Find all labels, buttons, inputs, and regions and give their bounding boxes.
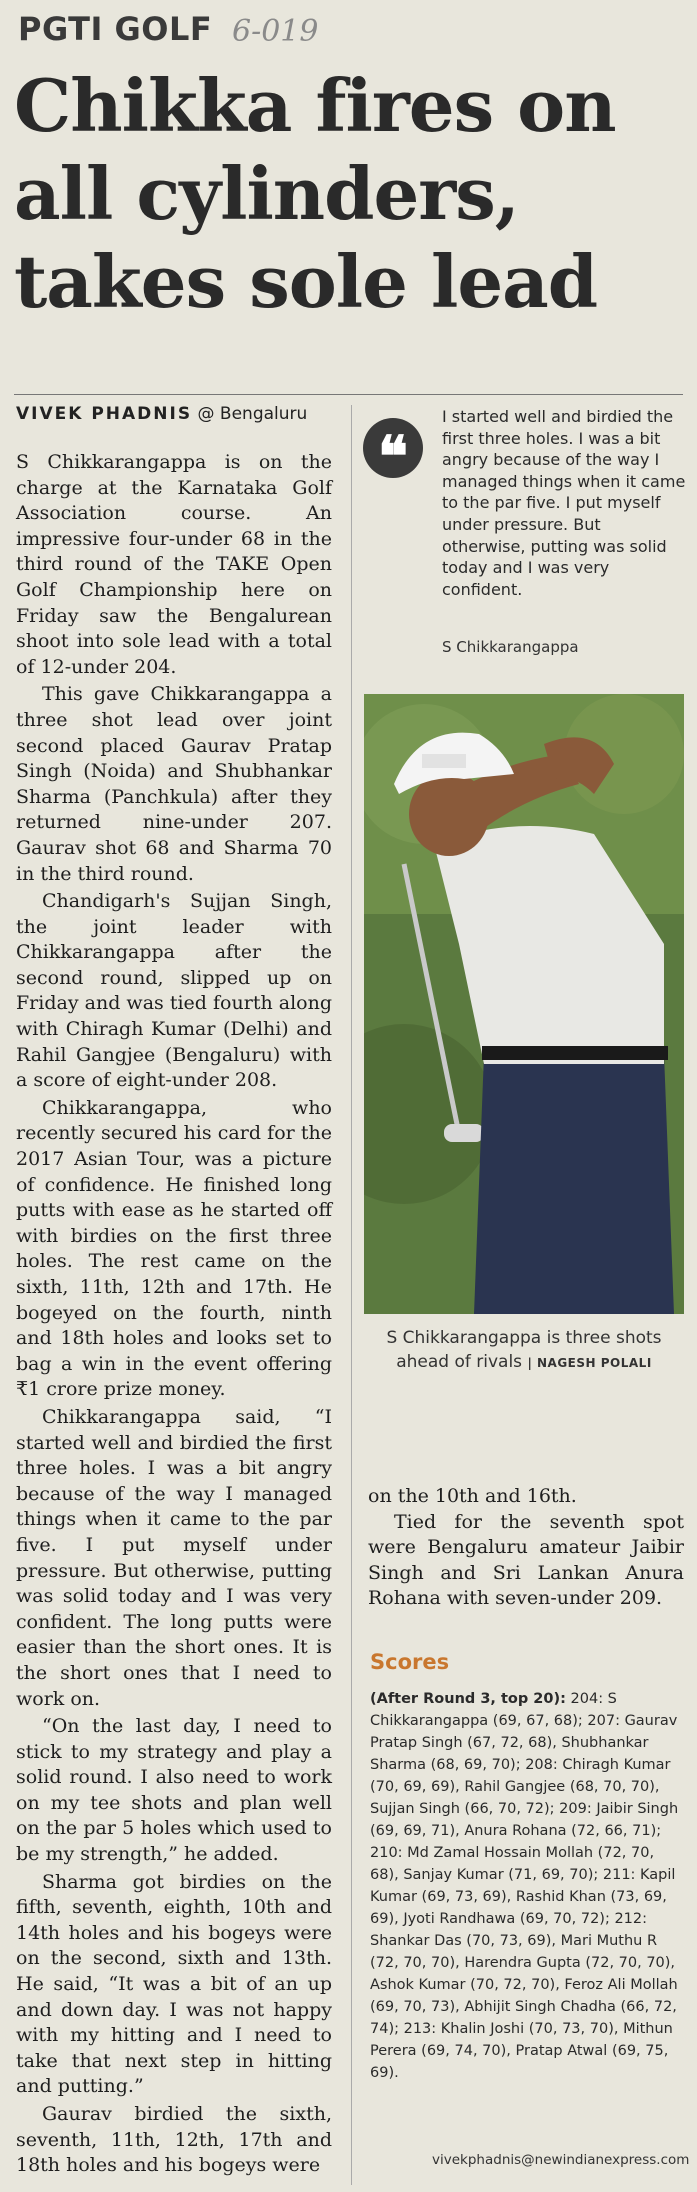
golfer-photo (364, 694, 684, 1314)
paragraph: Chandigarh's Sujjan Singh, the joint leader with Chikkarangappa after the second round, slipped up on Friday and was tied fourth along with Chiragh Kumar (Delhi) and Rahil Gangjee (Bengaluru) with a score of eight-under 208. (16, 890, 332, 1092)
article-right-column (368, 1484, 684, 1612)
section-label: PGTI GOLF (18, 10, 213, 48)
paragraph: This gave Chikkarangappa a three shot lead over joint second placed Gaurav Pratap Singh (Noida) and Shubhankar Sharma (Panchkula) after they returned nine-under 207. Gaurav shot 68 and Sharma 70 in the third round. (16, 683, 332, 885)
author-email: vivekphadnis@newindianexpress.com (432, 2152, 690, 2168)
golfer-illustration (364, 694, 684, 1314)
handwritten-note: 6-019 (232, 14, 319, 49)
paragraph: Gaurav birdied the sixth, seventh, 11th, 12th, 17th and 18th holes and his bogeys were (16, 2103, 332, 2177)
headline: Chikka fires on all cylinders, takes sole lead (14, 63, 616, 324)
photo-credit: | NAGESH POLALI (527, 1356, 652, 1370)
paragraph: S Chikkarangappa is on the charge at the Karnataka Golf Association course. An impressive four-under 68 in the third round of the TAKE Open Golf Championship here on Friday saw the Bengalurean shoot into sole lead with a total of 12-under 204. (16, 451, 332, 678)
byline (16, 404, 307, 424)
pull-quote-attribution: S Chikkarangappa (442, 638, 579, 656)
quote-icon: ❝ (363, 418, 423, 478)
caption-text: S Chikkarangappa is three shots ahead of rivals (386, 1328, 662, 1372)
scores-list (370, 1688, 686, 2084)
paragraph: Chikkarangappa, who recently secured his card for the 2017 Asian Tour, was a picture of confidence. He finished long putts with ease as he started off with birdies on the first three holes. The rest came on the sixth, 11th, 12th and 17th. He bogeyed on the fourth, ninth and 18th holes and looks set to bag a win in the event offering ₹1 crore prize money. (16, 1096, 332, 1401)
paragraph: “On the last day, I need to stick to my strategy and play a solid round. I also need to work on my tee shots and plan well on the par 5 holes which used to be my strength,” he added. (16, 1715, 332, 1866)
scores-heading: Scores (370, 1650, 450, 1674)
byline-location: @ Bengaluru (197, 404, 308, 424)
scores-lead: (After Round 3, top 20): (370, 1691, 566, 1707)
paragraph: Tied for the seventh spot were Bengaluru amateur Jaibir Singh and Sri Lankan Anura Rohana with seven-under 209. (368, 1510, 684, 1610)
article-left-column (16, 450, 332, 2181)
column-divider (351, 405, 352, 2185)
pull-quote: I started well and birdied the first three holes. I was a bit angry because of the way I managed things when it came to the par five. I put myself under pressure. But otherwise, putting was solid today and I was very confident. (442, 407, 686, 599)
byline-author: VIVEK PHADNIS (16, 404, 193, 424)
photo-caption (364, 1326, 684, 1375)
headline-rule (14, 394, 683, 395)
scores-text: 204: S Chikkarangappa (69, 67, 68); 207: Gaurav Pratap Singh (67, 72, 68), Shubhankar Sharma (68, 69, 70); 208: Chiragh Kumar (70, 69, 69), Rahil Gangjee (68, 70, 70), Sujjan Singh (66, 70, 72); 209: Jaibir Singh (69, 69, 71), Anura Rohana (72, 66, 71); 210: Md Zamal Hossain Mollah (72, 70, 68), Sanjay Kumar (71, 69, 70); 211: Kapil Kumar (69, 73, 69), Rashid Khan (73, 69, 69), Jyoti Randhawa (69, 70, 72); 212: Shankar Das (70, 73, 69), Mari Muthu R (72, 70, 70), Harendra Gupta (72, 70, 70), Ashok Kumar (70, 72, 70), Feroz Ali Mollah (69, 70, 73), Abhijit Singh Chadha (66, 72, 74); 213: Khalin Joshi (70, 73, 70), Mithun Perera (69, 74, 70), Pratap Atwal (69, 75, 69). (370, 1691, 679, 2081)
paragraph: Sharma got birdies on the fifth, seventh, eighth, 10th and 14th holes and his bogeys were on the second, sixth and 13th. He said, “It was a bit of an up and down day. I was not happy with my hitting and I need to take that next step in hitting and putting.” (16, 1870, 332, 2098)
paragraph: Chikkarangappa said, “I started well and birdied the first three holes. I was a bit angry because of the way I managed things when it came to the par five. I put myself under pressure. But otherwise, putting was solid today and I was very confident. The long putts were easier than the short ones. It is the short ones that I need to work on. (16, 1405, 332, 1710)
paragraph: on the 10th and 16th. (368, 1485, 577, 1507)
